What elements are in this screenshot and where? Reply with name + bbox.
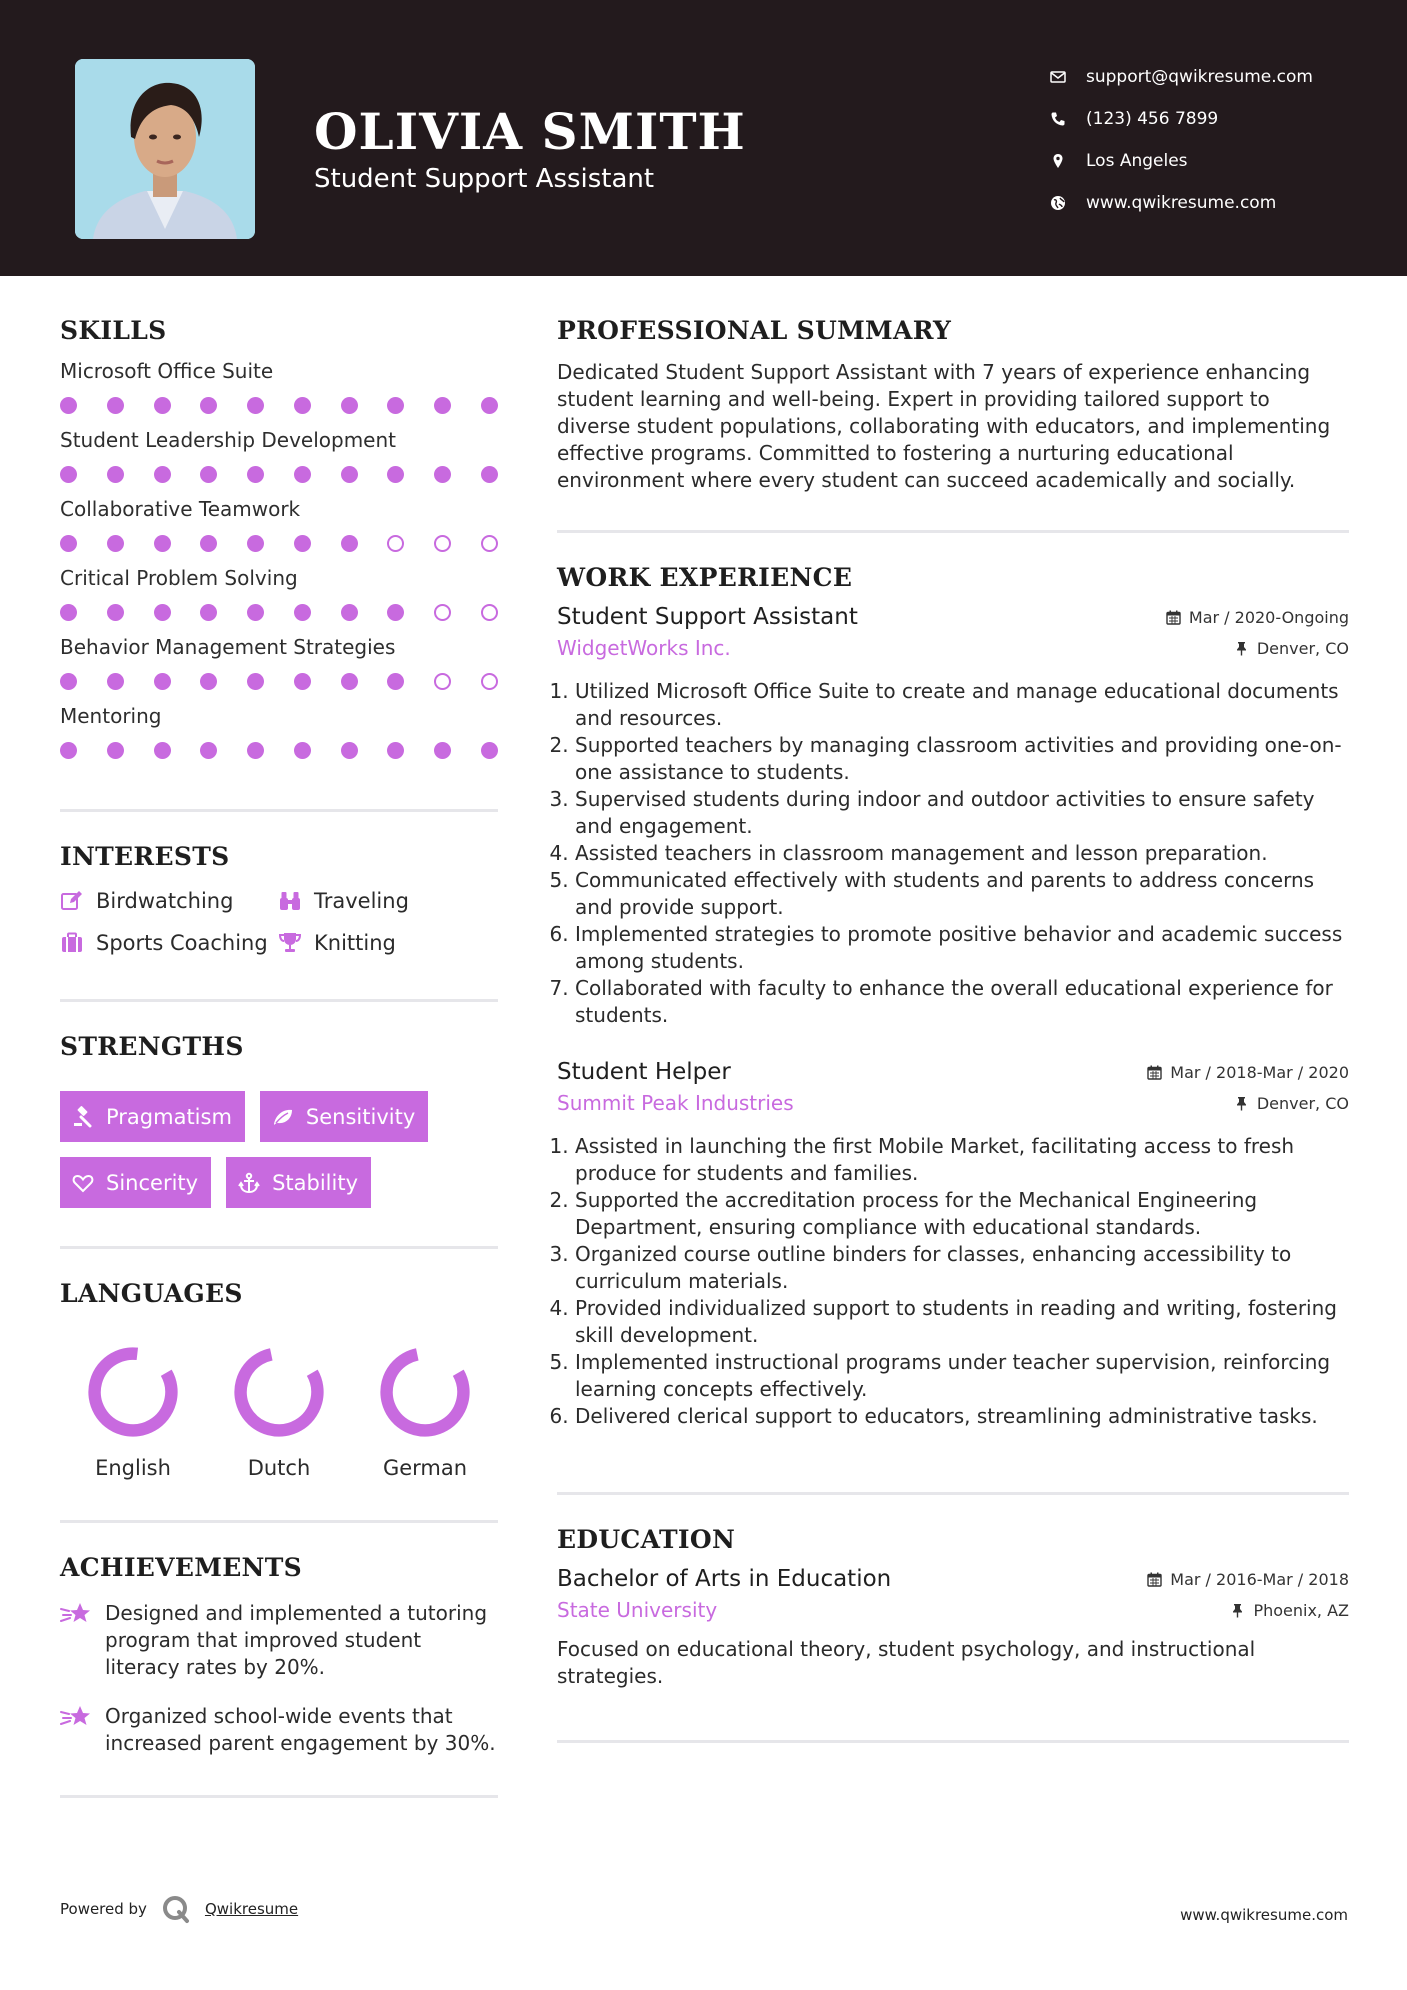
achievement-item (60, 1600, 498, 1681)
skill-dot-filled (387, 673, 404, 690)
skill-dot-filled (154, 397, 171, 414)
skill-name: Mentoring (60, 704, 162, 728)
skill-dot-empty (387, 535, 404, 552)
section-divider (60, 999, 498, 1002)
heart-icon (72, 1172, 94, 1194)
skill-name: Behavior Management Strategies (60, 635, 396, 659)
skill-dot-filled (341, 466, 358, 483)
job-bullet: 3. Supervised students during indoor and outdoor activities to ensure safety and engagement. (575, 786, 1349, 840)
gavel-icon (72, 1106, 94, 1128)
interest-label: Knitting (314, 931, 396, 955)
contact-phone-text: (123) 456 7899 (1086, 109, 1219, 129)
language-proficiency-ring (377, 1344, 473, 1440)
section-divider (60, 809, 498, 812)
achievements-list (60, 1600, 498, 1757)
education-header (557, 1566, 1349, 1592)
interest-item (278, 889, 498, 913)
job-location (1234, 1094, 1349, 1113)
job-bullet: 2. Supported teachers by managing classroom activities and providing one-on-one assistance to students. (575, 732, 1349, 786)
skill-dot-filled (107, 673, 124, 690)
skill-name: Critical Problem Solving (60, 566, 298, 590)
calendar-icon (1147, 1065, 1162, 1080)
pushpin-icon (1234, 1096, 1249, 1111)
strength-chip (60, 1157, 211, 1208)
skill-dot-filled (387, 466, 404, 483)
language-name: English (95, 1456, 171, 1480)
binoculars-icon (278, 889, 302, 913)
strength-label: Sensitivity (305, 1104, 416, 1129)
skill-dot-filled (247, 742, 264, 759)
interest-item (60, 931, 278, 955)
interest-label: Sports Coaching (96, 931, 268, 955)
contact-location-text: Los Angeles (1086, 151, 1188, 171)
education-entry (557, 1566, 1349, 1690)
languages-list (60, 1344, 498, 1480)
job-bullet: 1. Assisted in launching the first Mobile Market, facilitating access to fresh produce for students and families. (575, 1133, 1349, 1187)
job-dates-text: Mar / 2018-Mar / 2020 (1170, 1062, 1349, 1082)
skill-dot-filled (200, 604, 217, 621)
shooting-star-icon (60, 1600, 92, 1628)
education-dates-text: Mar / 2016-Mar / 2018 (1170, 1569, 1349, 1589)
job-header (557, 604, 1349, 630)
contact-website-text: www.qwikresume.com (1086, 193, 1277, 213)
job-location-text: Denver, CO (1256, 638, 1349, 658)
skill-dot-filled (60, 397, 77, 414)
brand-link[interactable]: Qwikresume (204, 1900, 299, 1918)
job-bullet: 1. Utilized Microsoft Office Suite to create and manage educational documents and resources. (575, 678, 1349, 732)
skill-dot-filled (200, 535, 217, 552)
job-bullets (557, 1133, 1349, 1430)
skill-rating (60, 466, 498, 483)
language-name: Dutch (247, 1456, 311, 1480)
language-proficiency-arc (377, 1344, 473, 1440)
education-location-text: Phoenix, AZ (1253, 1600, 1349, 1620)
powered-by-text: Powered by (60, 1900, 147, 1918)
skill-dot-empty (434, 535, 451, 552)
language-item (206, 1344, 352, 1480)
skill-dot-filled (294, 397, 311, 414)
job-subheader (557, 1091, 1349, 1115)
job-location (1234, 639, 1349, 658)
education-subheader (557, 1598, 1349, 1622)
experience-title: WORK EXPERIENCE (557, 563, 853, 592)
skill-rating (60, 535, 498, 552)
job-location-text: Denver, CO (1256, 1093, 1349, 1113)
language-name: German (382, 1456, 468, 1480)
achievement-text: Organized school-wide events that increased parent engagement by 30%. (105, 1704, 496, 1755)
contact-email[interactable] (1050, 56, 1370, 98)
achievement-item (60, 1703, 498, 1757)
edit-icon (60, 889, 84, 913)
strength-chip (226, 1157, 371, 1208)
job-bullet: 5. Implemented instructional programs under teacher supervision, reinforcing learning concepts effectively. (575, 1349, 1349, 1403)
candidate-role: Student Support Assistant (314, 164, 655, 194)
qwikresume-logo-icon (161, 1894, 191, 1924)
calendar-icon (1166, 610, 1181, 625)
skill-name: Microsoft Office Suite (60, 359, 274, 383)
job-dates (1166, 608, 1349, 627)
skill-dot-filled (341, 742, 358, 759)
language-proficiency-arc (85, 1344, 181, 1440)
skill-dot-filled (481, 466, 498, 483)
interest-label: Birdwatching (96, 889, 234, 913)
skill-rating (60, 604, 498, 621)
skill-dot-filled (341, 397, 358, 414)
pushpin-icon (1234, 641, 1249, 656)
skill-dot-filled (294, 535, 311, 552)
pushpin-icon (1230, 1603, 1245, 1618)
summary-title: PROFESSIONAL SUMMARY (557, 316, 952, 345)
skill-dot-filled (434, 742, 451, 759)
skill-dot-filled (481, 397, 498, 414)
skill-dot-filled (294, 742, 311, 759)
job-bullet: 5. Communicated effectively with students and parents to address concerns and provide support. (575, 867, 1349, 921)
interests-list (60, 889, 498, 955)
achievement-text: Designed and implemented a tutoring program that improved student literacy rates by 20%. (105, 1601, 488, 1679)
anchor-icon (238, 1172, 260, 1194)
calendar-icon (1147, 1572, 1162, 1587)
skill-dot-filled (294, 604, 311, 621)
language-proficiency-arc (231, 1344, 327, 1440)
skill-dot-filled (60, 535, 77, 552)
skill-dot-filled (107, 604, 124, 621)
job-title: Student Helper (557, 1059, 731, 1085)
skill-dot-filled (247, 466, 264, 483)
skill-dot-filled (60, 466, 77, 483)
interest-item (278, 931, 498, 955)
skill-dot-filled (60, 673, 77, 690)
envelope-icon (1050, 69, 1066, 85)
skill-dot-filled (387, 742, 404, 759)
strength-label: Pragmatism (106, 1104, 232, 1129)
skill-dot-filled (247, 673, 264, 690)
company-name: Summit Peak Industries (557, 1091, 794, 1115)
shooting-star-icon (60, 1703, 92, 1731)
skill-dot-filled (107, 466, 124, 483)
skill-dot-filled (387, 604, 404, 621)
section-divider (557, 1740, 1349, 1743)
section-divider (60, 1795, 498, 1798)
contact-location (1050, 140, 1370, 182)
section-divider (557, 1492, 1349, 1495)
left-column (60, 316, 498, 1798)
strength-label: Stability (272, 1170, 359, 1195)
job-entry (557, 604, 1349, 1029)
footer-powered-by (60, 1894, 298, 1924)
map-pin-icon (1050, 153, 1066, 169)
job-title: Student Support Assistant (557, 604, 858, 630)
contact-list (1050, 56, 1370, 224)
skill-dot-filled (154, 742, 171, 759)
skill-dot-filled (60, 604, 77, 621)
skill-dot-filled (481, 742, 498, 759)
job-bullet: 6. Implemented strategies to promote positive behavior and academic success among students. (575, 921, 1349, 975)
skill-dot-filled (154, 535, 171, 552)
interests-title: INTERESTS (60, 842, 230, 871)
skill-dot-filled (154, 466, 171, 483)
skill-name: Collaborative Teamwork (60, 497, 301, 521)
skill-name: Student Leadership Development (60, 428, 397, 452)
contact-website[interactable] (1050, 182, 1370, 224)
skill-dot-filled (107, 397, 124, 414)
strength-chip (260, 1091, 428, 1142)
strength-label: Sincerity (106, 1170, 199, 1195)
skill-dot-filled (434, 466, 451, 483)
skill-dot-empty (434, 604, 451, 621)
job-bullet: 4. Assisted teachers in classroom management and lesson preparation. (575, 840, 1349, 867)
skill-dot-empty (481, 535, 498, 552)
skill-dot-filled (154, 604, 171, 621)
education-description: Focused on educational theory, student psychology, and instructional strategies. (557, 1637, 1256, 1688)
job-bullet: 2. Supported the accreditation process for the Mechanical Engineering Department, ensuring compliance with educational standards. (575, 1187, 1349, 1241)
right-column (557, 316, 1349, 1743)
skill-dot-filled (200, 742, 217, 759)
skill-dot-filled (107, 742, 124, 759)
globe-icon (1050, 195, 1066, 211)
language-item (60, 1344, 206, 1480)
phone-icon (1050, 111, 1066, 127)
job-bullets (557, 678, 1349, 1029)
skill-dot-filled (294, 673, 311, 690)
skill-dot-filled (247, 397, 264, 414)
degree-title: Bachelor of Arts in Education (557, 1566, 892, 1592)
achievements-title: ACHIEVEMENTS (60, 1553, 302, 1582)
school-name: State University (557, 1598, 718, 1622)
skill-dot-filled (341, 673, 358, 690)
skill-dot-filled (154, 673, 171, 690)
contact-email-text: support@qwikresume.com (1086, 67, 1313, 87)
education-title: EDUCATION (557, 1525, 736, 1554)
job-dates-text: Mar / 2020-Ongoing (1188, 607, 1349, 627)
section-divider (557, 530, 1349, 533)
language-proficiency-ring (231, 1344, 327, 1440)
skill-dot-filled (387, 397, 404, 414)
interest-label: Traveling (314, 889, 409, 913)
job-bullet: 7. Collaborated with faculty to enhance the overall educational experience for students. (575, 975, 1349, 1029)
skill-dot-filled (294, 466, 311, 483)
skills-title: SKILLS (60, 316, 167, 345)
language-proficiency-ring (85, 1344, 181, 1440)
skill-dot-filled (247, 604, 264, 621)
skill-dot-filled (341, 604, 358, 621)
skills-list (60, 359, 498, 759)
skill-dot-empty (481, 673, 498, 690)
skill-dot-filled (200, 466, 217, 483)
languages-title: LANGUAGES (60, 1279, 243, 1308)
leaf-icon (272, 1106, 294, 1128)
education-dates (1147, 1570, 1349, 1589)
company-name: WidgetWorks Inc. (557, 636, 731, 660)
skill-dot-empty (481, 604, 498, 621)
candidate-name: OLIVIA SMITH (314, 102, 746, 161)
skill-dot-filled (200, 673, 217, 690)
summary-text: Dedicated Student Support Assistant with 7 years of experience enhancing student learning and well-being. Expert in providing tailored support to diverse student populations, collaborating with educators, and implementing effective programs. Committed to fostering a nurturing educational environment where every student can succeed academically and socially. (557, 360, 1331, 492)
skill-rating (60, 673, 498, 690)
skill-dot-filled (107, 535, 124, 552)
job-bullet: 4. Provided individualized support to students in reading and writing, fostering skill development. (575, 1295, 1349, 1349)
contact-phone[interactable] (1050, 98, 1370, 140)
skill-dot-filled (60, 742, 77, 759)
education-location (1230, 1601, 1349, 1620)
section-divider (60, 1520, 498, 1523)
resume-header (0, 0, 1407, 276)
job-bullet: 3. Organized course outline binders for classes, enhancing accessibility to curriculum materials. (575, 1241, 1349, 1295)
skill-dot-filled (341, 535, 358, 552)
trophy-icon (278, 931, 302, 955)
skill-rating (60, 397, 498, 414)
suitcase-icon (60, 931, 84, 955)
strengths-title: STRENGTHS (60, 1032, 244, 1061)
strength-chip (60, 1091, 245, 1142)
skill-dot-filled (247, 535, 264, 552)
job-bullet: 6. Delivered clerical support to educators, streamlining administrative tasks. (575, 1403, 1349, 1430)
interest-item (60, 889, 278, 913)
skill-dot-filled (200, 397, 217, 414)
strengths-list (60, 1091, 498, 1208)
job-header (557, 1059, 1349, 1085)
job-subheader (557, 636, 1349, 660)
language-item (352, 1344, 498, 1480)
skill-rating (60, 742, 498, 759)
skill-dot-empty (434, 673, 451, 690)
skill-dot-filled (434, 397, 451, 414)
job-dates (1147, 1063, 1349, 1082)
profile-photo (75, 59, 255, 239)
footer-website[interactable]: www.qwikresume.com (1180, 1906, 1348, 1924)
job-entry (557, 1059, 1349, 1430)
section-divider (60, 1246, 498, 1249)
